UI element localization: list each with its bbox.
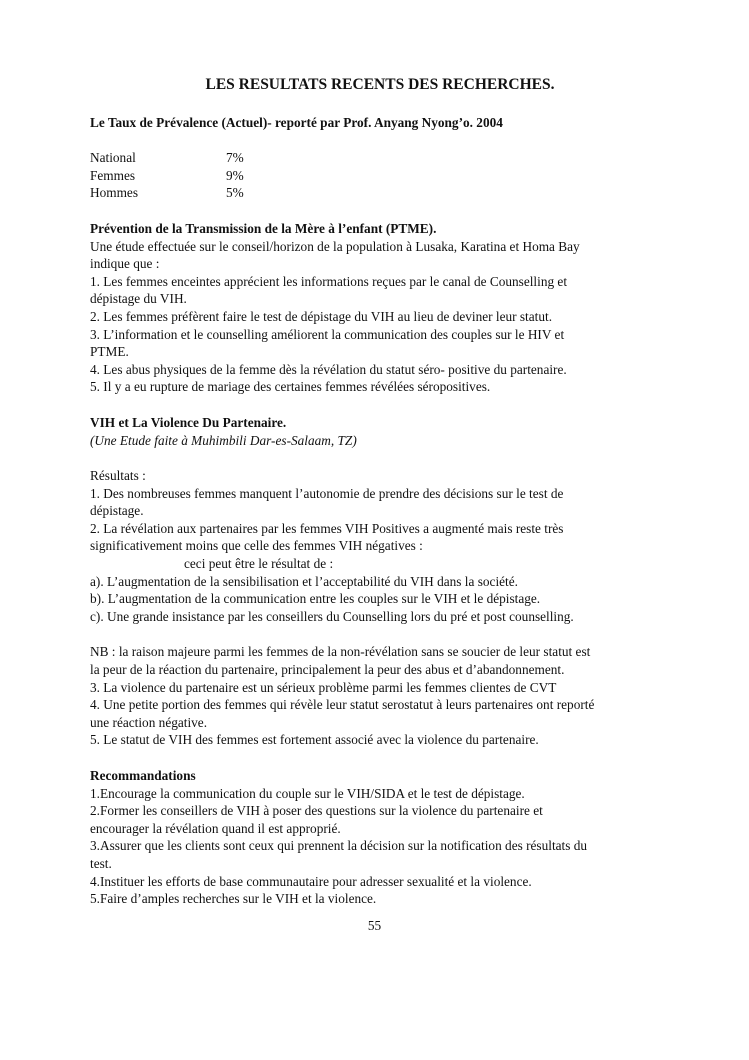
text-line: 4. Une petite portion des femmes qui révèle leur statut serostatut à leurs partenaires ont reporté (90, 697, 595, 713)
ptme-section (90, 220, 670, 396)
violence-section (90, 414, 670, 749)
text-line: 2. La révélation aux partenaires par les femmes VIH Positives a augmenté mais reste très (90, 520, 564, 536)
text-line: la peur de la réaction du partenaire, principalement la peur des abus et d’abandonnement. (90, 662, 565, 678)
text-line: c). Une grande insistance par les conseillers du Counselling lors du pré et post counselling. (90, 608, 574, 624)
recommendations-heading: Recommandations (90, 768, 196, 783)
text-line: dépistage du VIH. (90, 291, 187, 307)
text-line: 3. L’information et le counselling améliorent la communication des couples sur le HIV et (90, 326, 565, 342)
text-line: PTME. (90, 344, 129, 360)
text-line: 1. Les femmes enceintes apprécient les informations reçues par le canal de Counselling et (90, 273, 568, 289)
text-line: 2. Les femmes préfèrent faire le test de dépistage du VIH au lieu de deviner leur statut. (90, 308, 553, 324)
spacer (90, 625, 670, 643)
prevalence-label: Femmes (90, 167, 136, 183)
text-line: encourager la révélation quand il est approprié. (90, 820, 341, 836)
prevalence-table (90, 149, 670, 202)
text-line: 5. Le statut de VIH des femmes est fortement associé avec la violence du partenaire. (90, 732, 539, 748)
spacer (90, 449, 670, 467)
page-title: LES RESULTATS RECENTS DES RECHERCHES. (205, 76, 555, 93)
text-line: dépistage. (90, 503, 144, 519)
text-line: b). L’augmentation de la communication entre les couples sur le VIH et le dépistage. (90, 591, 541, 607)
violence-subheading: (Une Etude faite à Muhimbili Dar-es-Salaam, TZ) (90, 432, 357, 448)
text-line: 2.Former les conseillers de VIH à poser des questions sur la violence du partenaire et (90, 803, 543, 819)
results-label: Résultats : (90, 468, 146, 484)
text-line: a). L’augmentation de la sensibilisation et l’acceptabilité du VIH dans la société. (90, 573, 518, 589)
text-line: 4. Les abus physiques de la femme dès la révélation du statut séro- positive du partenaire. (90, 361, 567, 377)
prevalence-label: National (90, 150, 136, 166)
text-line: test. (90, 855, 112, 871)
prevalence-row (90, 167, 670, 185)
prevalence-label: Hommes (90, 185, 139, 201)
prevalence-value: 5% (226, 185, 244, 201)
violence-heading: VIH et La Violence Du Partenaire. (90, 414, 287, 430)
prevalence-value: 9% (226, 167, 244, 183)
prevalence-row (90, 149, 670, 167)
prevalence-value: 7% (226, 150, 244, 166)
text-line: indique que : (90, 256, 160, 272)
text-line: 3.Assurer que les clients sont ceux qui prennent la décision sur la notification des résultats du (90, 838, 588, 854)
prevalence-row (90, 184, 670, 202)
text-line: 4.Instituer les efforts de base communautaire pour adresser sexualité et la violence. (90, 873, 532, 889)
ptme-heading: Prévention de la Transmission de la Mère à l’enfant (PTME). (90, 220, 437, 236)
prevalence-heading: Le Taux de Prévalence (Actuel)- reporté par Prof. Anyang Nyong’o. 2004 (90, 114, 503, 130)
recommendations-section (90, 767, 670, 908)
text-line: Une étude effectuée sur le conseil/horizon de la population à Lusaka, Karatina et Homa Bay (90, 238, 580, 254)
indented-line: ceci peut être le résultat de : (184, 556, 334, 572)
text-line: 1.Encourage la communication du couple sur le VIH/SIDA et le test de dépistage. (90, 785, 525, 801)
text-line: 5.Faire d’amples recherches sur le VIH et la violence. (90, 891, 377, 907)
text-line: une réaction négative. (90, 714, 208, 730)
text-line: 5. Il y a eu rupture de mariage des certaines femmes révélées séropositives. (90, 379, 491, 395)
text-line: 1. Des nombreuses femmes manquent l’autonomie de prendre des décisions sur le test de (90, 485, 564, 501)
document-page (90, 76, 670, 926)
text-line: significativement moins que celle des femmes VIH négatives : (90, 538, 423, 554)
text-line: 3. La violence du partenaire est un sérieux problème parmi les femmes clientes de CVT (90, 679, 557, 695)
text-line: NB : la raison majeure parmi les femmes de la non-révélation sans se soucier de leur statut est (90, 644, 591, 660)
page-number: 55 (367, 918, 382, 933)
